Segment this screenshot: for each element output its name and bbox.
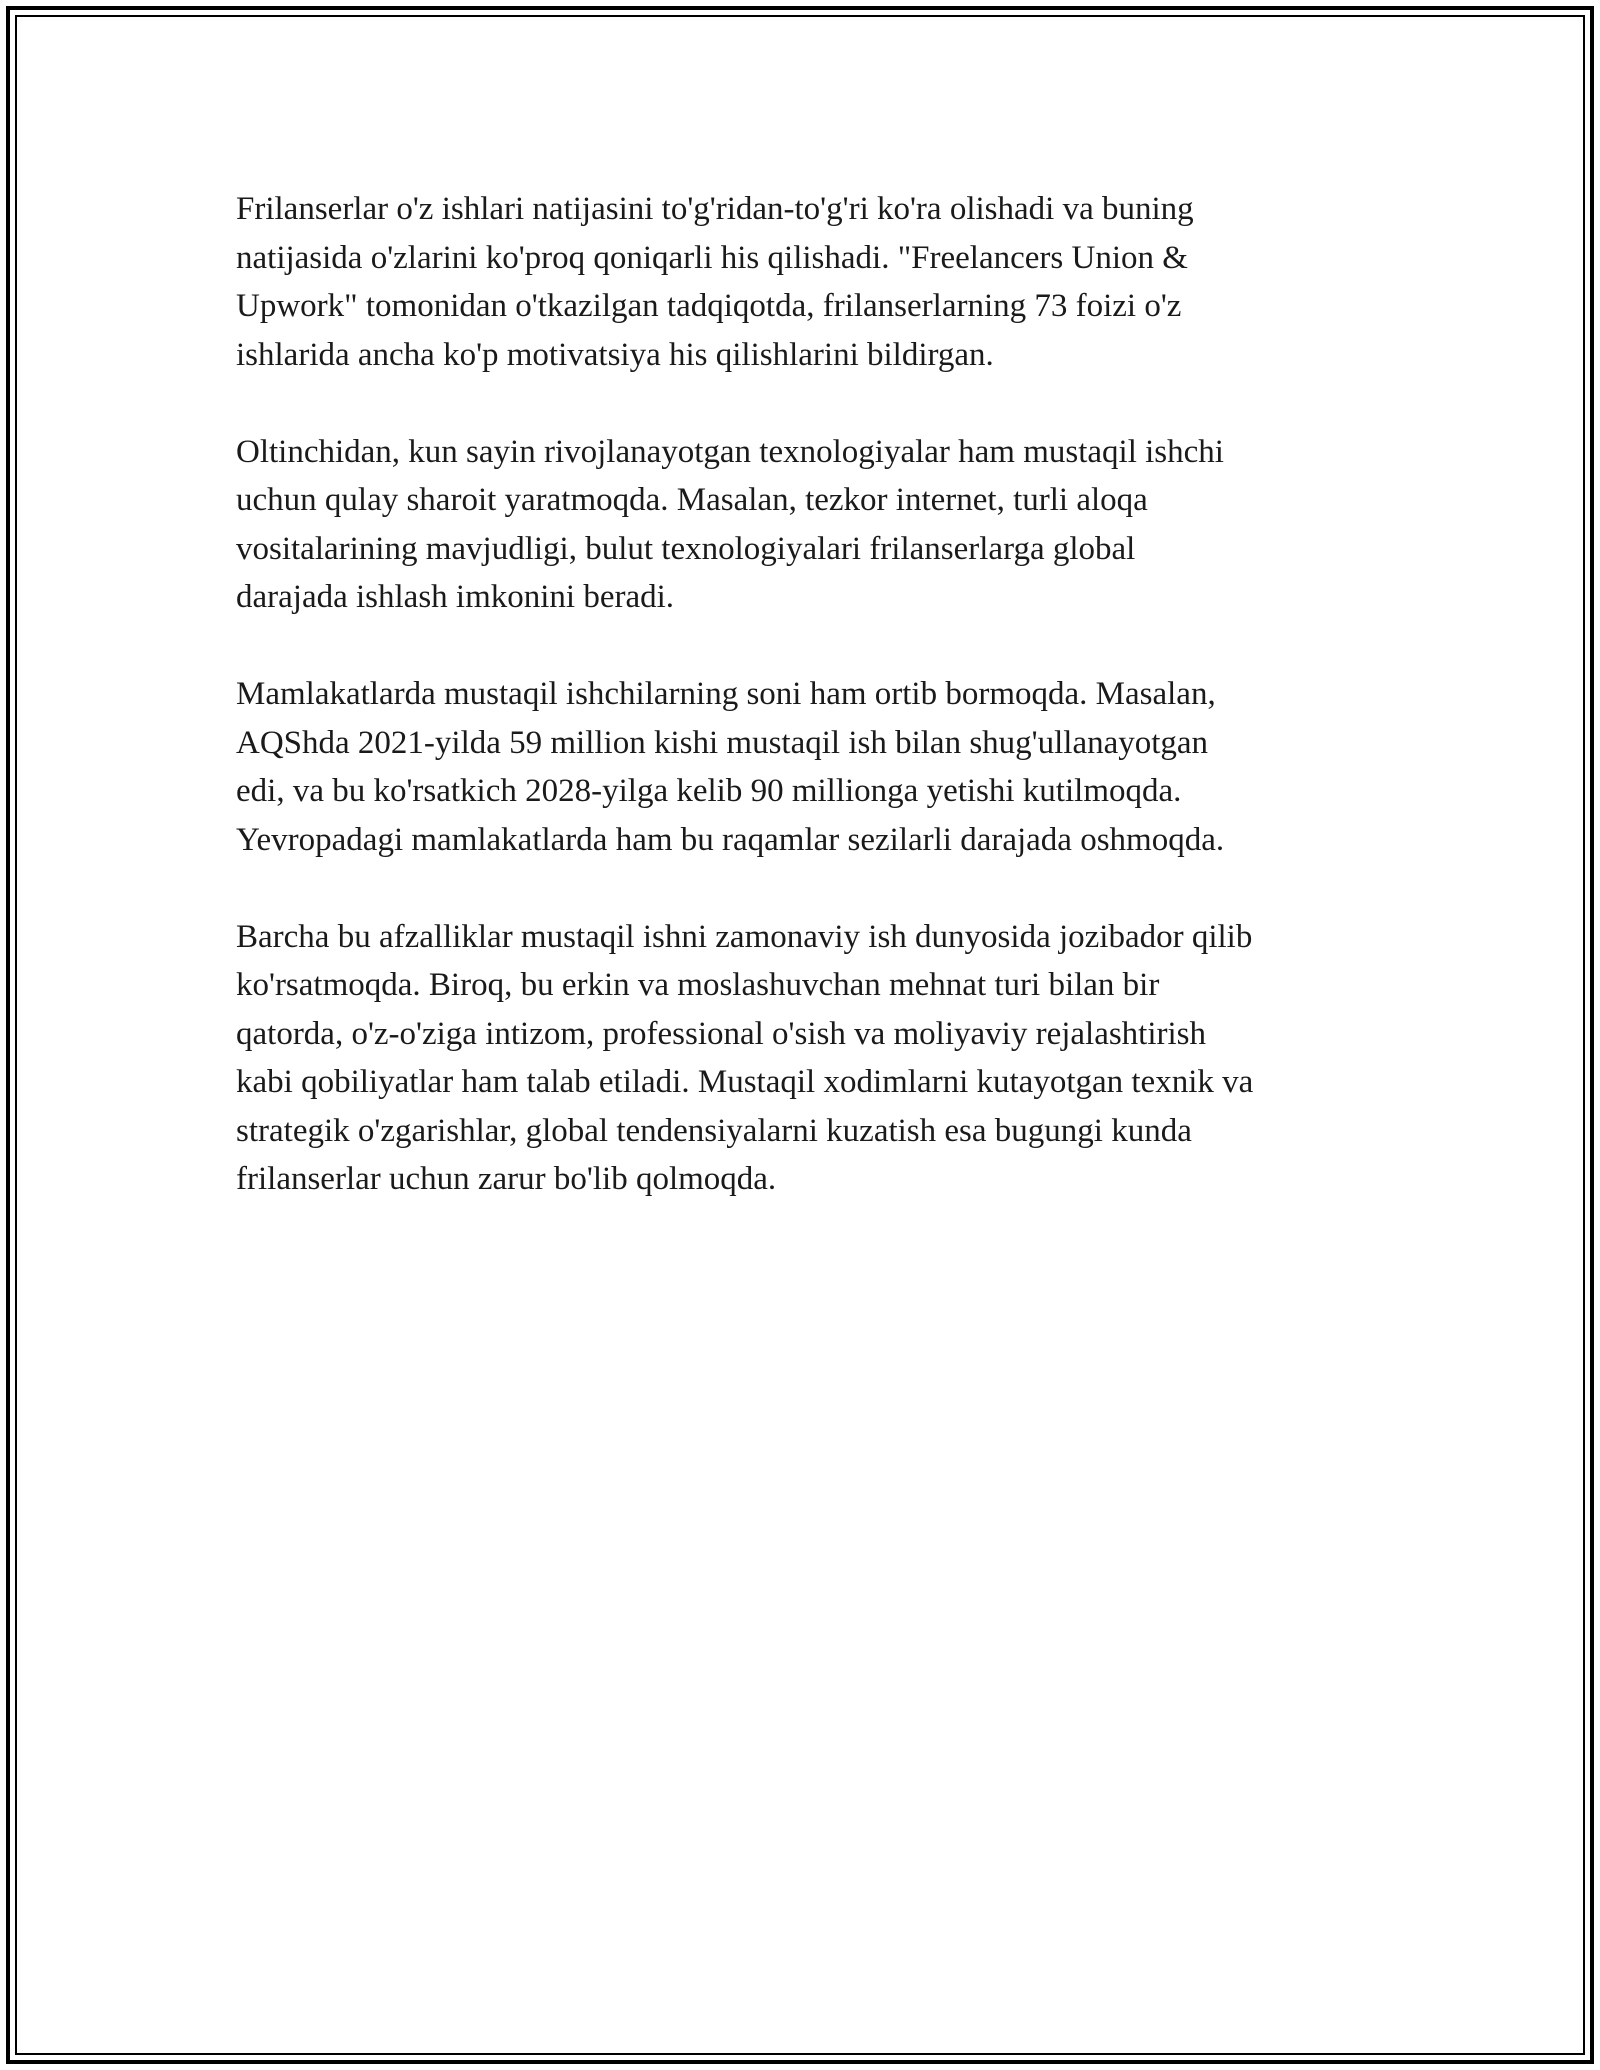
text-line: Frilanserlar o'z ishlari natijasini to'g'ridan-to'g'ri ko'ra olishadi va buning: [236, 191, 1194, 227]
text-line: Yevropadagi mamlakatlarda ham bu raqamlar sezilarli darajada oshmoqda.: [236, 821, 1225, 858]
paragraph-2: [236, 428, 1376, 622]
text-line: ko'rsatmoqda. Biroq, bu erkin va moslashuvchan mehnat turi bilan bir: [236, 967, 1160, 1003]
text-line: vositalarining mavjudligi, bulut texnologiyalari frilanserlarga global: [236, 530, 1136, 567]
paragraph-3: [236, 670, 1376, 864]
text-line: Upwork" tomonidan o'tkazilgan tadqiqotda, frilanserlarning 73 foizi o'z: [236, 288, 1182, 324]
text-line: Barcha bu afzalliklar mustaqil ishni zamonaviy ish dunyosida jozibador qilib: [236, 918, 1253, 955]
paragraph-1: [236, 185, 1376, 379]
document-body: [236, 185, 1376, 1252]
text-line: qatorda, o'z-o'ziga intizom, professional o'sish va moliyaviy rejalashtirish: [236, 1015, 1207, 1052]
text-line: AQShda 2021-yilda 59 million kishi mustaqil ish bilan shug'ullanayotgan: [236, 724, 1209, 761]
text-line: Mamlakatlarda mustaqil ishchilarning soni ham ortib bormoqda. Masalan,: [236, 676, 1216, 712]
text-line: darajada ishlash imkonini beradi.: [236, 579, 675, 615]
text-line: Oltinchidan, kun sayin rivojlanayotgan texnologiyalar ham mustaqil ishchi: [236, 433, 1224, 470]
text-line: frilanserlar uchun zarur bo'lib qolmoqda.: [236, 1161, 777, 1197]
text-line: edi, va bu ko'rsatkich 2028-yilga kelib 90 millionga yetishi kutilmoqda.: [236, 773, 1182, 809]
text-line: kabi qobiliyatlar ham talab etiladi. Mustaqil xodimlarni kutayotgan texnik va: [236, 1064, 1254, 1100]
text-line: natijasida o'zlarini ko'proq qoniqarli his qilishadi. "Freelancers Union &: [236, 239, 1188, 276]
text-line: strategik o'zgarishlar, global tendensiyalarni kuzatish esa bugungi kunda: [236, 1112, 1192, 1149]
text-line: ishlarida ancha ko'p motivatsiya his qilishlarini bildirgan.: [236, 336, 994, 373]
text-line: uchun qulay sharoit yaratmoqda. Masalan, tezkor internet, turli aloqa: [236, 482, 1148, 518]
paragraph-4: [236, 913, 1376, 1204]
